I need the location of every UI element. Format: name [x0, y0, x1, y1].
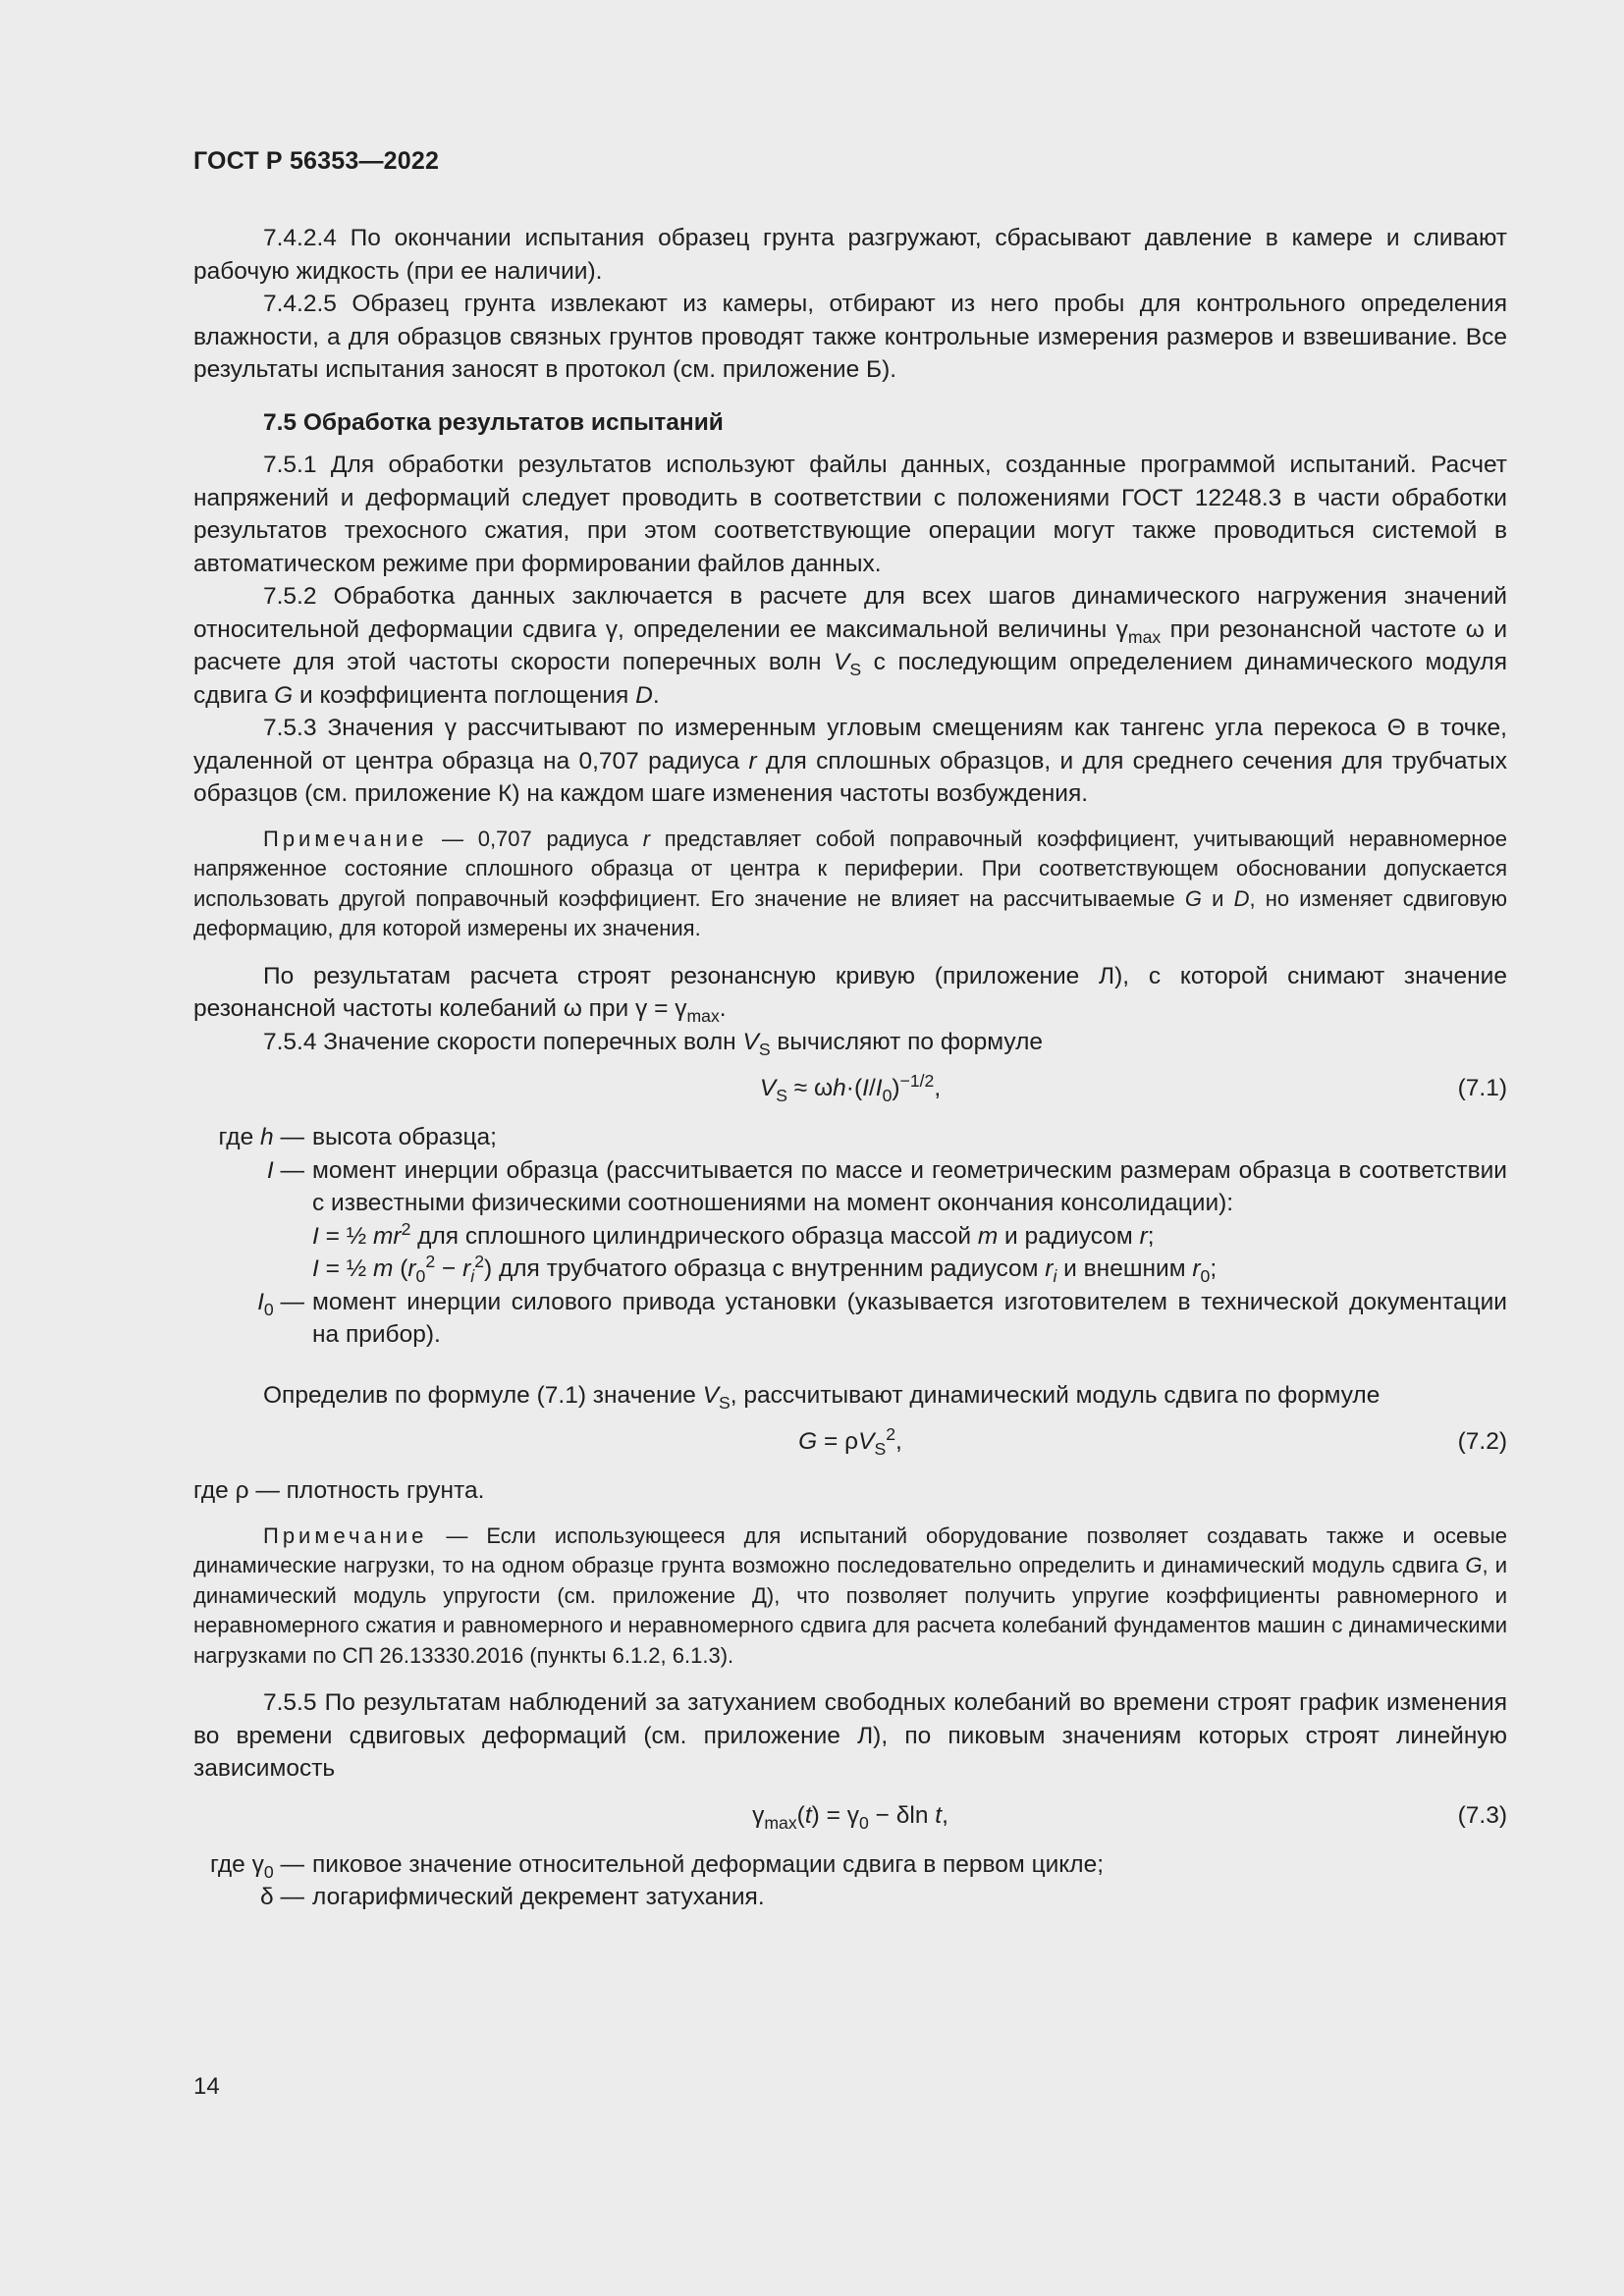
formula-expression: $\gamma_{max}(t) = \gamma_0 - \delta\ln$ t, [752, 1801, 948, 1833]
definition-gamma0: где $\gamma_0$ — пиковое значение относительной деформации сдвига в первом цикле; [210, 1850, 1105, 1882]
paragraph-7425: 7.4.2.5 Образец грунта извлекают из камеры, отбирают из него пробы для контрольного определения влажности, а для образцов связных грунтов проводят также контрольные измерения размеров и взвешивание. Все результаты испытания заносят в протокол (см. приложение Б). [193, 291, 1507, 383]
definition-delta: δ — логарифмический декремент затухания. [260, 1884, 765, 1910]
paragraph-7424: 7.4.2.4 По окончании испытания образец грунта разгружают, сбрасывают давление в камере и сливают рабочую жидкость (при ее наличии). [193, 225, 1507, 285]
definitions-7-3 [193, 1848, 1507, 1914]
formula-7-1 [193, 1064, 1507, 1113]
document-header: ГОСТ Р 56353—2022 [193, 147, 440, 175]
note-1: Примечание — 0,707 радиуса r представляет собой поправочный коэффициент, учитывающий неравномерное напряженное состояние сплошного образца от центра к периферии. При соответствующем обосновании допускается использовать другой поправочный коэффициент. Его значение не влияет на рассчитываемые G и D, но изменяет сдвиговую деформацию, для которой измерены их значения. [193, 826, 1508, 940]
note-2: Примечание — Если использующееся для испытаний оборудование позволяет создавать также и осевые динамические нагрузки, то на одном образце грунта возможно последовательно определить и динамический модуль сдвига G, и динамический модуль упругости (см. приложение Д), что позволяет получить упругие коэффициенты равномерного и неравномерного сжатия и равномерного и неравномерного сдвига для расчета колебаний фундаментов машин с динамическими нагрузками по СП 26.13330.2016 (пункты 6.1.2, 6.1.3). [193, 1522, 1507, 1668]
paragraph-752: 7.5.2 Обработка данных заключается в расчете для всех шагов динамического нагружения значений относительной деформации сдвига γ, определении ее максимальной величины $\gamma_{max}$ при резонансной частоте ω и расчете для этой частоты скорости поперечных волн $V_S$ с последующим определением динамического модуля сдвига G и коэффициента поглощения D. [193, 583, 1507, 709]
definition-rho: где ρ — плотность грунта. [193, 1477, 485, 1504]
paragraph-755: 7.5.5 По результатам наблюдений за затуханием свободных колебаний во времени строят график изменения во времени сдвиговых деформаций (см. приложение Л), по пиковым значениям которых строят линейную зависимость [193, 1689, 1507, 1782]
formula-number: (7.2) [1457, 1428, 1507, 1455]
formula-solid-sample: I = ½ $mr^2$ для сплошного цилиндрического образца массой m и радиусом r; [312, 1218, 1155, 1250]
paragraph-shear-modulus: Определив по формуле (7.1) значение $V_S$, рассчитывают динамический модуль сдвига по формуле [263, 1381, 1380, 1413]
definition-h: где h — высота образца; [218, 1124, 497, 1150]
formula-number: (7.1) [1457, 1075, 1507, 1101]
formula-7-3 [193, 1791, 1507, 1841]
paragraph-753: 7.5.3 Значения γ рассчитывают по измеренным угловым смещениям как тангенс угла перекоса Θ в точке, удаленной от центра образца на 0,707 радиуса r для сплошных образцов, и для среднего сечения для трубчатых образцов (см. приложение К) на каждом шаге изменения частоты возбуждения. [193, 715, 1507, 807]
formula-expression: $G = \rho V_S^2$, [798, 1423, 902, 1459]
paragraph-resonance: По результатам расчета строят резонансную кривую (приложение Л), с которой снимают значение резонансной частоты колебаний ω при $\gamma = \gamma_{max}$. [193, 962, 1507, 1026]
definition-i0: $I_0$ — момент инерции силового привода установки (указывается изготовителем в технической документации на прибор). [257, 1288, 1507, 1348]
page-number: 14 [193, 2073, 220, 2100]
section-heading-75: 7.5 Обработка результатов испытаний [263, 408, 724, 436]
definitions-7-1 [193, 1121, 1507, 1352]
formula-number: (7.3) [1457, 1801, 1507, 1829]
formula-7-2 [193, 1417, 1507, 1467]
note-label: Примечание [263, 826, 428, 851]
note-label: Примечание [263, 1522, 428, 1548]
document-body [193, 222, 1507, 1914]
formula-expression: $V_S \approx \omega h\cdot(I/I_0)^{-1/2}$, [759, 1070, 942, 1105]
definition-i: I — момент инерции образца (рассчитывается по массе и геометрическим размерам образца в соответствии с известными физическими соотношениями на момент окончания консолидации): I = ½ $mr^2$ для сплошного цилиндрического образца массой m и радиусом r; I = ½ m $(r_0^2 - r_i^2)$ для трубчатого образца с внутренним радиусом $r_i$ и внешним $r_0$; [266, 1156, 1507, 1286]
paragraph-751: 7.5.1 Для обработки результатов используют файлы данных, созданные программой испытаний. Расчет напряжений и деформаций следует проводить в соответствии с положениями ГОСТ 12248.3 в части обработки результатов трехосного сжатия, при этом соответствующие операции могут также проводиться системой в автоматическом режиме при формировании файлов данных. [193, 452, 1507, 577]
paragraph-754: 7.5.4 Значение скорости поперечных волн $V_S$ вычисляют по формуле [263, 1028, 1044, 1059]
formula-tubular-sample: I = ½ m $(r_0^2 - r_i^2)$ для трубчатого образца с внутренним радиусом $r_i$ и внешним $r_0$; [312, 1251, 1218, 1286]
